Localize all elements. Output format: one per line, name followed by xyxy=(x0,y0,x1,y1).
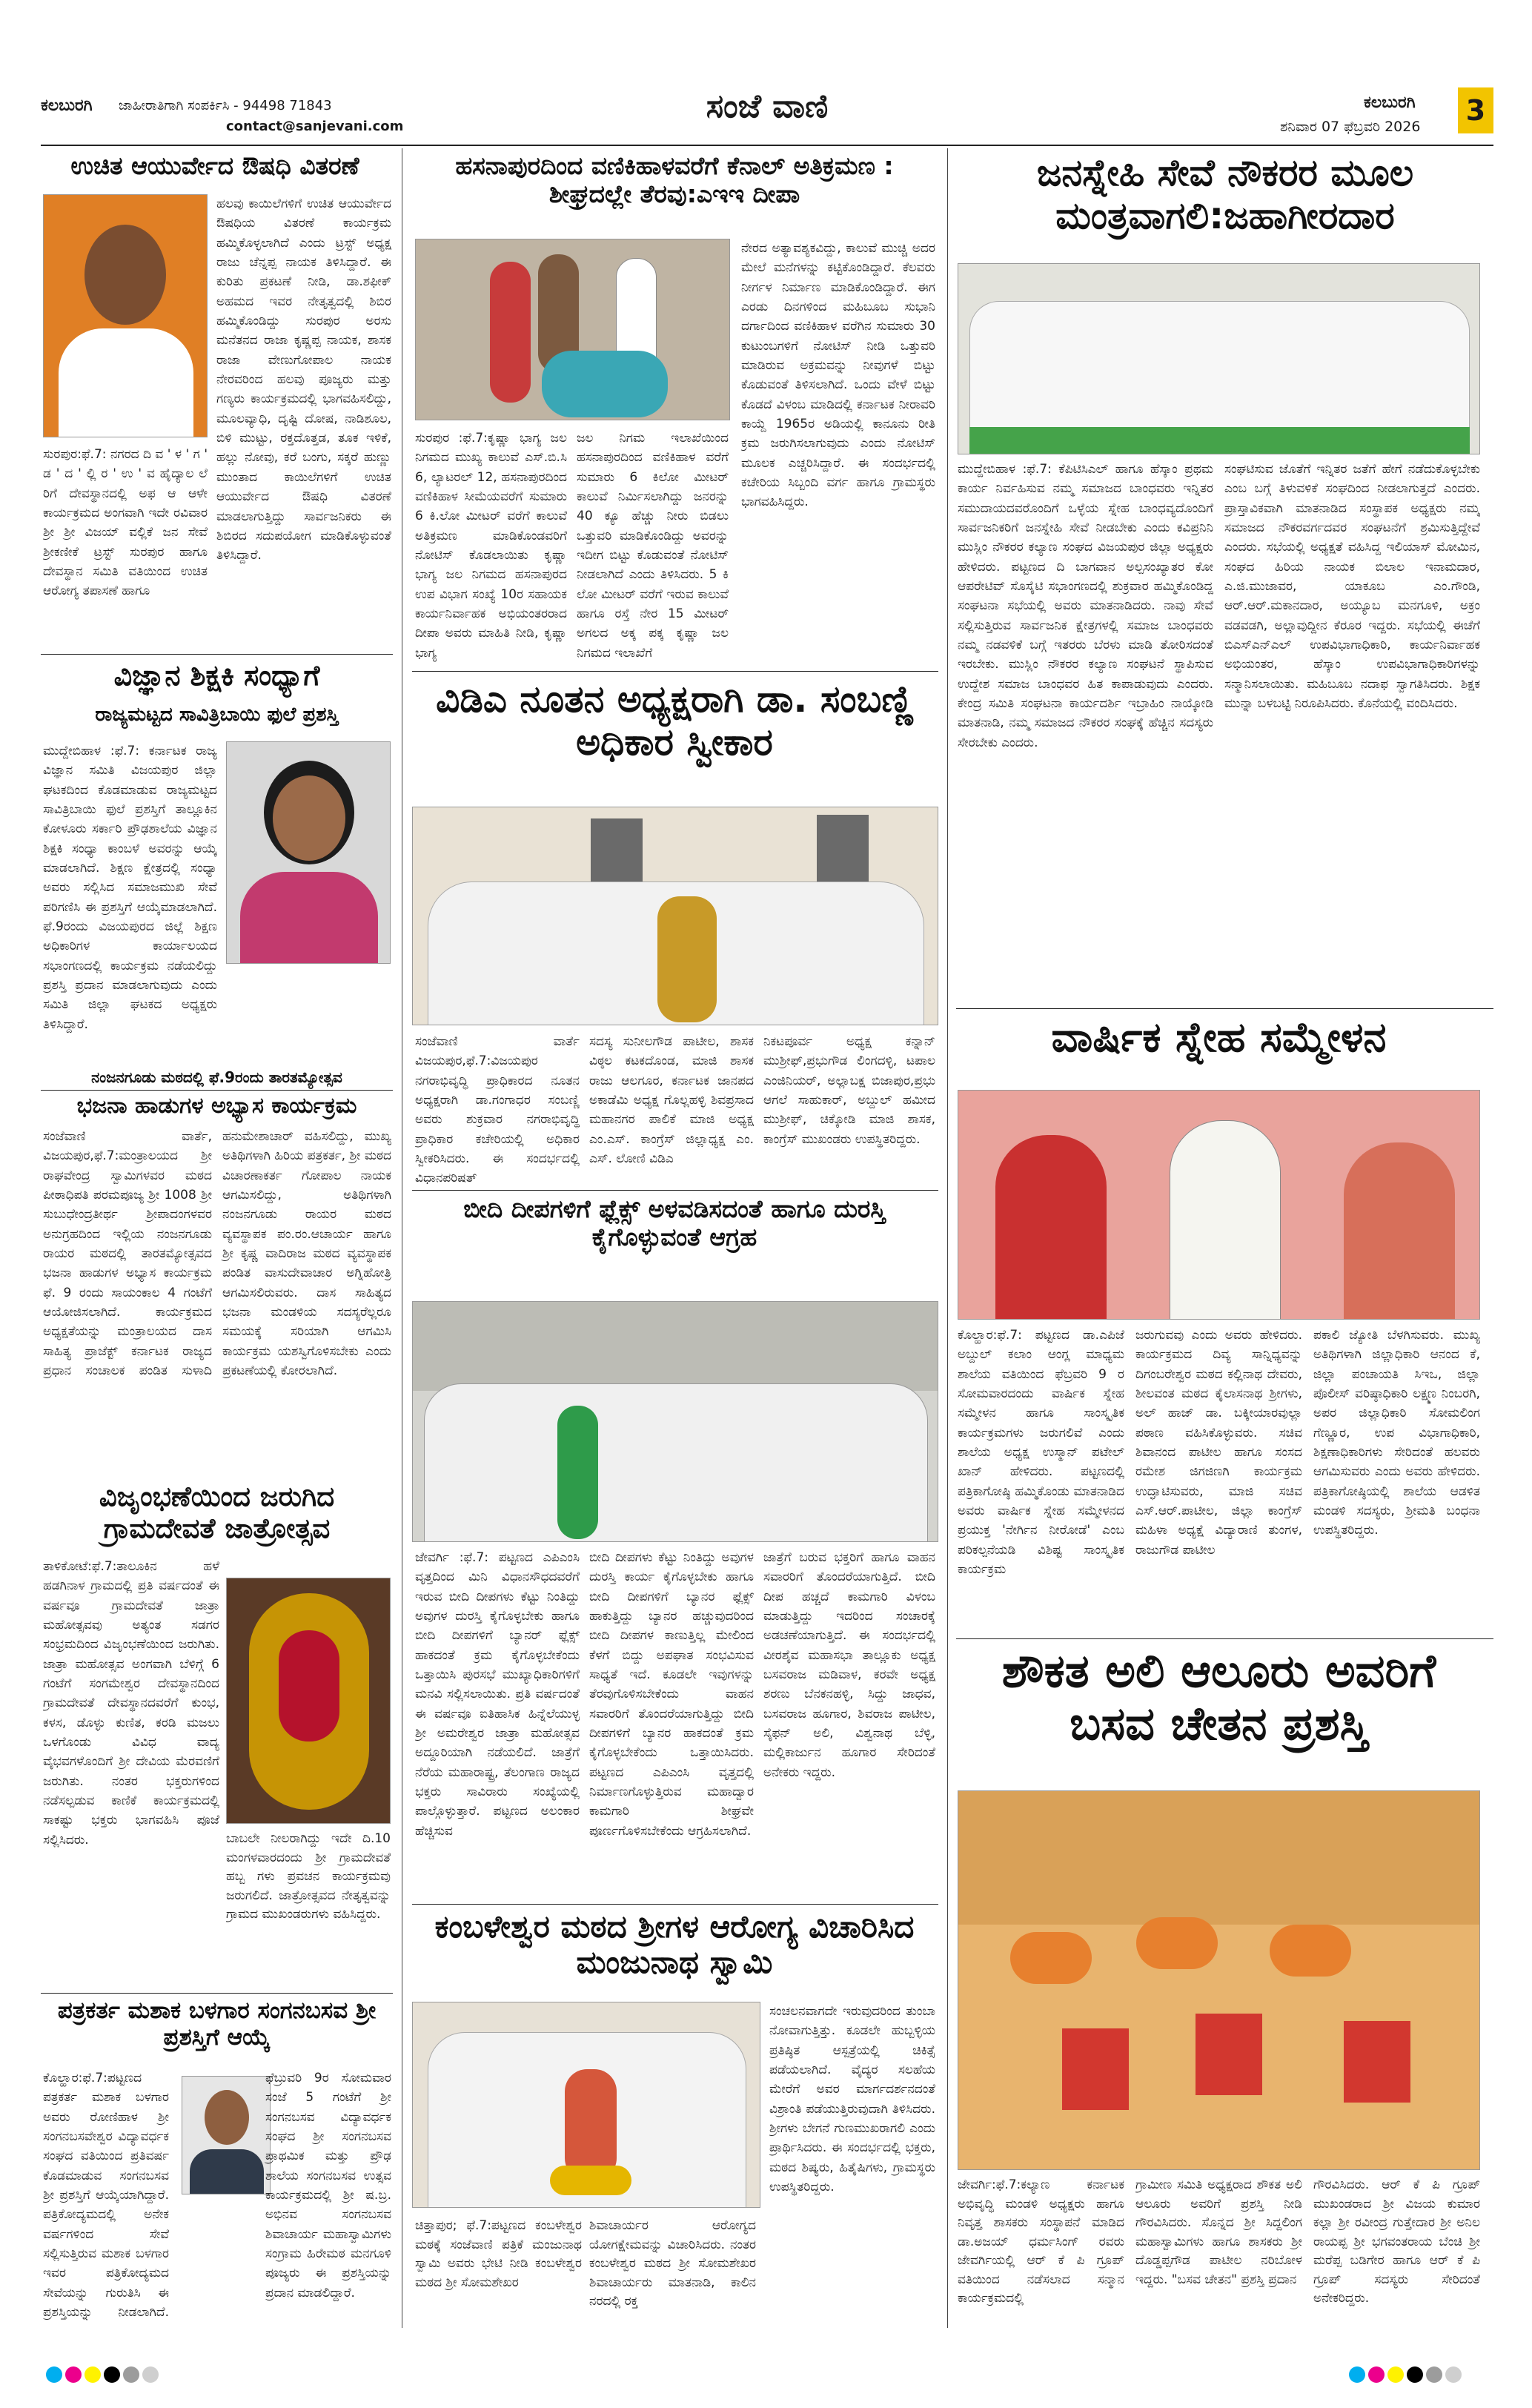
varshika-body-col2: ಜರುಗುವವು ಎಂದು ಅವರು ಹೇಳಿದರು. ಕಾರ್ಯಕ್ರಮದ ದಿವ್ಯ ಸಾನ್ನಿಧ್ಯವನ್ನು ದಿಗಂಬರೇಶ್ವರ ಮಠದ ಕಲ್ಲಿನಾಥ ದೇವರು, ಶೀಲವಂತ ಮಠದ ಕೈಲಾಸನಾಥ ಶ್ರೀಗಳು, ಅಲ್ ಹಾಜ್ ಡಾ. ಬಕ್ಕೀಯಾರವುಲ್ಲಾ ಪಠಾಣ ವಹಿಸಿಕೊಳ್ಳುವರು. ಸಚಿವ ಶಿವಾನಂದ ಪಾಟೀಲ ಹಾಗೂ ಸಂಸದ ರಮೇಶ ಜಿಗಜಿಣಗಿ ಕಾರ್ಯಕ್ರಮ ಉದ್ಘಾಟಿಸುವರು, ಮಾಜಿ ಸಚಿವ ಎಸ್.ಆರ್.ಪಾಟೀಲ, ಜಿಲ್ಲಾ ಕಾಂಗ್ರೆಸ್ ಮಹಿಳಾ ಅಧ್ಯಕ್ಷೆ ವಿದ್ಯಾರಾಣಿ ತುಂಗಳ, ರಾಜುಗೌಡ ಪಾಟೀಲ xyxy=(1135,1328,1302,1558)
person-icon xyxy=(1170,1120,1281,1320)
divider xyxy=(412,1904,938,1905)
swamiji-icon xyxy=(565,2069,617,2180)
divider xyxy=(956,1008,1493,1009)
building-icon xyxy=(413,1302,938,1391)
ayurveda-photo xyxy=(43,194,208,437)
canal-headline: ಹಸನಾಪುರದಿಂದ ವಣಿಕಿಹಾಳವರೆಗೆ ಕೆನಾಲ್ ಅತಿಕ್ರಮಣ : ಶೀಘ್ರದಲ್ಲೇ ತೆರವು:ಎಇಇ ದೀಪಾ xyxy=(455,151,894,208)
vijnana-subhead: ರಾಜ್ಯಮಟ್ಟದ ಸಾವಿತ್ರಿಬಾಯಿ ಫುಲೆ ಪ್ರಶಸ್ತಿ xyxy=(95,704,339,726)
idol-icon xyxy=(279,1630,339,1742)
varshika-headline: ವಾರ್ಷಿಕ ಸ್ನೇಹ ಸಮ್ಮೇಳನ xyxy=(1051,1013,1387,1062)
person-icon xyxy=(490,262,531,403)
crowd-icon xyxy=(424,1383,928,1542)
kambaleshwar-caption-col1: ಚಿತ್ತಾಪುರ; ಫೆ.7:ಪಟ್ಟಣದ ಕಂಬಳೇಶ್ವರ ಮಠಕ್ಕೆ ಸಂಜೆವಾಣಿ ಪತ್ರಿಕೆ ಮಂಜುನಾಥ ಸ್ವಾಮಿ ಅವರು ಭೇಟಿ ನೀಡಿ ಕಂಬಳೇಶ್ವರ ಮಠದ ಶ್ರೀ ಸೋಮಶೇಖರ xyxy=(415,2218,582,2290)
frame-icon xyxy=(817,815,869,882)
vdia-headline: ವಿಡಿಎ ನೂತನ ಅಧ್ಯಕ್ಷರಾಗಿ ಡಾ. ಸಂಬಣ್ಣಿ ಅಧಿಕಾರ ಸ್ವೀಕಾರ xyxy=(436,678,913,764)
shaukat-headline: ಶೌಕತ ಅಲಿ ಆಲೂರು ಅವರಿಗೆ ಬಸವ ಚೇತನ ಪ್ರಶಸ್ತಿ xyxy=(1001,1644,1436,1751)
divider xyxy=(412,1190,938,1191)
jatrotsava-headline: ವಿಜೃಂಭಣೆಯಿಂದ ಜರುಗಿದ ಗ್ರಾಮದೇವತೆ ಜಾತ್ರೋತ್ಸವ xyxy=(99,1481,335,1544)
chairs-icon xyxy=(969,427,1470,454)
canal-photo xyxy=(415,239,730,420)
person-icon xyxy=(557,1406,598,1539)
frame-icon xyxy=(591,818,643,882)
patrakarta-body: ಕೊಲ್ಹಾರ:ಫೆ.7:ಪಟ್ಟಣದ ಪತ್ರಕರ್ತ ಮಶಾಕ ಬಳಗಾರ ಅವರು ರೋಣಿಹಾಳ ಶ್ರೀ ಸಂಗನಬಸವೇಶ್ವರ ವಿದ್ಯಾವರ್ಧಕ ಸಂಘದ ವತಿಯಿಂದ ಪ್ರತಿವರ್ಷ ಕೊಡಮಾಡುವ ಸಂಗನಬಸವ ಶ್ರೀ ಪ್ರಶಸ್ತಿಗೆ ಆಯ್ಕೆಯಾಗಿದ್ದಾರೆ. ಪತ್ರಿಕೋದ್ಯಮದಲ್ಲಿ ಅನೇಕ ವರ್ಷಗಳಿಂದ ಸೇವೆ ಸಲ್ಲಿಸುತ್ತಿರುವ ಮಶಾಕ ಬಳಗಾರ ಇವರ ಪತ್ರಿಕೋದ್ಯಮದ ಸೇವೆಯನ್ನು ಗುರುತಿಸಿ ಈ ಪ್ರಶಸ್ತಿಯನ್ನು ನೀಡಲಾಗಿದೆ. ಫೆಬ್ರುವರಿ 9ರ ಸೋಮವಾರ ಸಂಜೆ 5 ಗಂಟೆಗೆ ಶ್ರೀ ಸಂಗನಬಸವ ವಿದ್ಯಾವರ್ಧಕ ಸಂಘದ ಶ್ರೀ ಸಂಗನಬಸವ ಪ್ರಾಥಮಿಕ ಮತ್ತು ಪ್ರೌಢ ಶಾಲೆಯ ಸಂಗನಬಸವ ಉತ್ಸವ ಕಾರ್ಯಕ್ರಮದಲ್ಲಿ ಶ್ರೀ ಷ.ಬ್ರ. ಅಭಿನವ ಸಂಗನಬಸವ ಶಿವಾಚಾರ್ಯ ಮಹಾಸ್ವಾಮಿಗಳು ಸಂಗ್ರಾಮ ಹಿರೇಮಠ ಮನಗೂಳಿ ಪೂಜ್ಯರು ಈ ಪ್ರಶಸ್ತಿಯನ್ನು ಪ್ರದಾನ ಮಾಡಲಿದ್ದಾರೆ. xyxy=(43,2071,391,2321)
varshika-body-col3: ಪಕಾಲಿ ಜ್ಯೋತಿ ಬೆಳಗಿಸುವರು. ಮುಖ್ಯ ಅತಿಥಿಗಳಾಗಿ ಜಿಲ್ಲಾಧಿಕಾರಿ ಆನಂದ ಕೆ, ಜಿಲ್ಲಾ ಪಂಚಾಯತಿ ಸಿಇಒ, ಜಿಲ್ಲಾ ಪೊಲೀಸ್ ವರಿಷ್ಠಾಧಿಕಾರಿ ಲಕ್ಷ್ಮಣ ನಿಂಬರಗಿ, ಅಪರ ಜಿಲ್ಲಾಧಿಕಾರಿ ಸೋಮಲಿಂಗ ಗೆಣ್ಣೂರ, ಉಪ ವಿಭಾಗಾಧಿಕಾರಿ, ಶಿಕ್ಷಣಾಧಿಕಾರಿಗಳು ಸೇರಿದಂತೆ ಹಲವರು ಆಗಮಿಸುವರು ಎಂದು ಅವರು ಹೇಳಿದರು. ಪತ್ರಿಕಾಗೋಷ್ಠಿಯಲ್ಲಿ ಶಾಲೆಯ ಆಡಳಿತ ಮಂಡಳಿ ಸದಸ್ಯರು, ಶ್ರೀಮತಿ ಬಂಧನಾ ಉಪಸ್ಥಿತರಿದ್ದರು. xyxy=(1313,1328,1480,1538)
varshika-body-col1: ಕೊಲ್ಹಾರ:ಫೆ.7: ಪಟ್ಟಣದ ಡಾ.ಎಪಿಜೆ ಅಬ್ದುಲ್ ಕಲಾಂ ಆಂಗ್ಲ ಮಾಧ್ಯಮ ಶಾಲೆಯ ವತಿಯಿಂದ ಫೆಬ್ರವರಿ 9 ರ ಸೋಮವಾರದಂದು ವಾರ್ಷಿಕ ಸ್ನೇಹ ಸಮ್ಮೇಳನ ಹಾಗೂ ಸಾಂಸ್ಕೃತಿಕ ಕಾರ್ಯಕ್ರಮಗಳು ಜರುಗಲಿವೆ ಎಂದು ಶಾಲೆಯ ಅಧ್ಯಕ್ಷ ಉಸ್ಮಾನ್ ಪಟೇಲ್ ಖಾನ್ ಹೇಳಿದರು. ಪಟ್ಟಣದಲ್ಲಿ ಪತ್ರಿಕಾಗೋಷ್ಠಿ ಹಮ್ಮಿಕೊಂಡು ಮಾತನಾಡಿದ ಅವರು ವಾರ್ಷಿಕ ಸ್ನೇಹ ಸಮ್ಮೇಳನದ ಪ್ರಯುಕ್ತ 'ನೇರ್ಗಿನ ನೀರೋಡೆ' ಎಂಬ ಪರಿಕಲ್ಪನೆಯಡಿ ವಿಶಿಷ್ಟ ಸಾಂಸ್ಕೃತಿಕ ಕಾರ್ಯಕ್ರಮ xyxy=(958,1328,1124,1578)
cmyk-marks-left xyxy=(46,2366,179,2386)
divider xyxy=(41,654,393,655)
vdia-photo xyxy=(412,807,938,1025)
canal-body-col2: ಜಲ ನಿಗಮ ಇಲಾಖೆಯಿಂದ ಹಸನಾಪುರದಿಂದ ವಣಿಕಿಹಾಳ ವರೆಗೆ ಸುಮಾರು 6 ಕಿಲೋ ಮೀಟರ್ ಕಾಲುವೆ ನಿರ್ಮಿಸಲಾಗಿದ್ದು ಜನರನ್ನು 40 ಕ್ಯೂ ಹೆಚ್ಚು ನೀರು ಬಿಡಲು ಒತ್ತುವರಿ ಮಾಡಿಕೊಂಡಿದ್ದು ಅವರನ್ನು ಇದೀಗ ಬಿಟ್ಟು ಕೊಡುವಂತೆ ನೋಟಿಸ್ ನೀಡಲಾಗಿದೆ ಎಂದು ತಿಳಿಸಿದರು. 5 ಕಿ ಲೋ ಮೀಟರ್ ವರೆಗೆ ಇರುವ ಕಾಲುವೆ ಹಾಗೂ ರಸ್ತೆ ನೇರ 15 ಮೀಟರ್ ಅಗಲದ ಅಕ್ಕ ಪಕ್ಕ ಕೃಷ್ಣಾ ಜಲ ನಿಗಮದ ಇಲಾಖೆಗೆ xyxy=(577,431,729,661)
turban-icon xyxy=(1010,1932,1092,1984)
cyan-dot-icon xyxy=(1349,2366,1365,2383)
masthead xyxy=(41,87,1493,143)
divider xyxy=(412,671,938,672)
yellow-dot-icon xyxy=(84,2366,101,2383)
shaukat-caption-col1: ಜೇವರ್ಗಿ:ಫೆ.7:ಕಲ್ಯಾಣ ಕರ್ನಾಟಕ ಅಭಿವೃದ್ಧಿ ಮಂಡಳಿ ಅಧ್ಯಕ್ಷರು ಹಾಗೂ ನಿವೃತ್ತ ಶಾಸಕರು ಸಂಸ್ಥಾಪನೆ ಮಾಡಿದ ಡಾ.ಅಜಯ್ ಧರ್ಮಸಿಂಗ್ ರವರು ಜೇವರ್ಗಿಯಲ್ಲಿ ಆರ್ ಕೆ ಪಿ ಗ್ರೂಪ್ ವತಿಯಿಂದ ನಡೆಸಲಾದ ಸನ್ಮಾನ ಕಾರ್ಯಕ್ರಮದಲ್ಲಿ xyxy=(958,2177,1124,2306)
newspaper-logo xyxy=(656,87,878,139)
bhajana-body: ಸಂಜೆವಾಣಿ ವಾರ್ತೆ, ವಿಜಯಪುರ,ಫೆ.7:ಮಂತ್ರಾಲಯದ ಶ್ರೀ ರಾಘವೇಂದ್ರ ಸ್ವಾಮಿಗಳವರ ಮಠದ ಪೀಠಾಧಿಪತಿ ಪರಮಪೂಜ್ಯ ಶ್ರೀ 1008 ಶ್ರೀ ಸುಬುಧೇಂದ್ರತೀರ್ಥ ಶ್ರೀಪಾದಂಗಳವರ ಅನುಗ್ರಹದಿಂದ ಇಲ್ಲಿಯ ನಂಜನಗೂಡು ರಾಯರ ಮಠದಲ್ಲಿ ತಾರತಮ್ಯೋತ್ಸವದ ಭಜನಾ ಹಾಡುಗಳ ಅಭ್ಯಾಸ ಕಾರ್ಯಕ್ರಮ ಫೆ. 9 ರಂದು ಸಾಯಂಕಾಲ 4 ಗಂಟೆಗೆ ಆಯೋಜಿಸಲಾಗಿದೆ. ಕಾರ್ಯಕ್ರಮದ ಅಧ್ಯಕ್ಷತೆಯನ್ನು ಮಂತ್ರಾಲಯದ ದಾಸ ಸಾಹಿತ್ಯ ಪ್ರಾಜೆಕ್ಟ್ ಕರ್ನಾಟಕ ರಾಜ್ಯದ ಪ್ರಧಾನ ಸಂಚಾಲಕ ಪಂಡಿತ ಸುಳಾದಿ ಹನುಮೇಶಾಚಾರ್ ವಹಿಸಲಿದ್ದು, ಮುಖ್ಯ ಅತಿಥಿಗಳಾಗಿ ಹಿರಿಯ ಪತ್ರಕರ್ತ, ಶ್ರೀ ಮಠದ ವಿಚಾರಣಾಕರ್ತ ಗೋಪಾಲ ನಾಯಕ ಆಗಮಿಸಲಿದ್ದು, ಅತಿಥಿಗಳಾಗಿ ನಂಜನಗೂಡು ರಾಯರ ಮಠದ ವ್ಯವಸ್ಥಾಪಕ ಪಂ.ರಂ.ಆಚಾರ್ಯ ಹಾಗೂ ಶ್ರೀ ಕೃಷ್ಣ ವಾದಿರಾಜ ಮಠದ ವ್ಯವಸ್ಥಾಪಕ ಪಂಡಿತ ವಾಸುದೇವಾಚಾರ ಅಗ್ನಿಹೋತ್ರಿ ಆಗಮಿಸಲಿರುವರು. ದಾಸ ಸಾಹಿತ್ಯದ ಭಜನಾ ಮಂಡಳಿಯ ಸದಸ್ಯರೆಲ್ಲರೂ ಸಮಯಕ್ಕೆ ಸರಿಯಾಗಿ ಆಗಮಿಸಿ ಕಾರ್ಯಕ್ರಮ ಯಶಸ್ವಿಗೊಳಿಸಬೇಕು ಎಂದು ಪ್ರಕಟಣೆಯಲ್ಲಿ ಕೋರಲಾಗಿದೆ. xyxy=(43,1129,391,1379)
flex-headline: ಬೀದಿ ದೀಪಗಳಿಗೆ ಫ್ಲೆಕ್ಸ್ ಅಳವಡಿಸದಂತೆ ಹಾಗೂ ದುರಸ್ತಿ ಕೈಗೊಳ್ಳುವಂತೆ ಆಗ್ರಹ xyxy=(463,1194,886,1251)
shaukat-caption-col3: ಗೌರವಿಸಿದರು. ಆರ್ ಕೆ ಪಿ ಗ್ರೂಪ್ ಮುಖಂಡರಾದ ಶ್ರೀ ವಿಜಯ ಕುಮಾರ ಕಲ್ಲಾ ಶ್ರೀ ರವೀಂದ್ರ ಗುತ್ತೇದಾರ ಶ್ರೀ ಅನಿಲ ರಾಯಪ್ಪ ಶ್ರೀ ಭಗವಂತರಾಯ ಬೆಂಚಿ ಶ್ರೀ ಮರೆಪ್ಪ ಬಡಿಗೇರ ಹಾಗೂ ಆರ್ ಕೆ ಪಿ ಗ್ರೂಪ್ ಸದಸ್ಯರು ಸೇರಿದಂತೆ ಅನೇಕರಿದ್ದರು. xyxy=(1313,2177,1480,2306)
patrakarta-headline: ಪತ್ರಕರ್ತ ಮಶಾಕ ಬಳಗಾರ ಸಂಗನಬಸವ ಶ್ರೀ ಪ್ರಶಸ್ತಿಗೆ ಆಯ್ಕೆ xyxy=(57,1997,377,2051)
kambaleshwar-caption-col3 xyxy=(769,2217,935,2328)
portrait-saree-icon xyxy=(240,872,378,964)
jatrotsava-body: ತಾಳಿಕೋಟೆ:ಫೆ.7:ತಾಲೂಕಿನ ಹಳೆ ಹಡಗಿನಾಳ ಗ್ರಾಮದಲ್ಲಿ ಪ್ರತಿ ವರ್ಷದಂತೆ ಈ ವರ್ಷವೂ ಗ್ರಾಮದೇವತೆ ಜಾತ್ರಾ ಮಹೋತ್ಸವವು ಅತ್ಯಂತ ಸಡಗರ ಸಂಭ್ರಮದಿಂದ ವಿಜೃಂಭಣೆಯಿಂದ ಜರುಗಿತು. ಜಾತ್ರಾ ಮಹೋತ್ಸವ ಅಂಗವಾಗಿ ಬೆಳಿಗ್ಗೆ 6 ಗಂಟೆಗೆ ಸಂಗಮೇಶ್ವರ ದೇವಸ್ಥಾನದಿಂದ ಗ್ರಾಮದೇವತೆ ದೇವಸ್ಥಾನದವರೆಗೆ ಕುಂಭ, ಕಳಸ, ಡೊಳ್ಳು ಕುಣಿತ, ಕರಡಿ ಮಜಲು ಒಳಗೊಂಡು ವಿವಿಧ ವಾದ್ಯ ವೈಭವಗಳೊಂದಿಗೆ ಶ್ರೀ ದೇವಿಯ ಮೆರವಣಿಗೆ ಜರುಗಿತು. ನಂತರ ಭಕ್ತರುಗಳಿಂದ ನಡೆಸಲ್ಪಡುವ ಕಾಣಿಕೆ ಕಾರ್ಯಕ್ರಮದಲ್ಲಿ ಸಾಕಷ್ಟು ಭಕ್ತರು ಭಾಗವಹಿಸಿ ಪೂಜೆ ಸಲ್ಲಿಸಿದರು. xyxy=(43,1559,219,1848)
canal-body-right: ನೇರದ ಅತ್ಯಾವಶ್ಯಕವಿದ್ದು, ಕಾಲುವೆ ಮುಚ್ಚಿ ಅದರ ಮೇಲೆ ಮನೆಗಳನ್ನು ಕಟ್ಟಿಕೊಂಡಿದ್ದಾರೆ. ಕೆಲವರು ನೀರ್ಗಳ ನಿರ್ಮಾಣ ಮಾಡಿಕೊಂಡಿದ್ದಾರೆ. ಈಗ ಎರಡು ದಿನಗಳಿಂದ ಮಹಿಬೂಬ ಸುಭಾನಿ ದರ್ಗಾದಿಂದ ವಣಿಕಿಹಾಳ ವರೆಗಿನ ಸುಮಾರು 30 ಕುಟುಂಬಗಳಿಗೆ ನೋಟಿಸ್ ನೀಡಿ ಒತ್ತುವರಿ ಮಾಡಿರುವ ಅಕ್ರಮವನ್ನು ನೀವುಗಳೆ ಬಿಟ್ಟು ಕೊಡುವಂತೆ ತಿಳಿಸಲಾಗಿದೆ. ಒಂದು ವೇಳೆ ಬಿಟ್ಟು ಕೊಡದೆ ವಿಳಂಬ ಮಾಡಿದಲ್ಲಿ ಕರ್ನಾಟಕ ನೀರಾವರಿ ಕಾಯ್ದೆ 1965ರ ಅಡಿಯಲ್ಲಿ ಕಾನೂನು ರೀತಿ ಕ್ರಮ ಜರುಗಿಸಲಾಗುವುದು ಎಂದು ನೋಟಿಸ್ ಮೂಲಕ ಎಚ್ಚರಿಸಿದ್ದಾರೆ. ಈ ಸಂದರ್ಭದಲ್ಲಿ ಕಚೇರಿಯ ಸಿಬ್ಬಂದಿ ವರ್ಗ ಹಾಗೂ ಗ್ರಾಮಸ್ಥರು ಭಾಗವಹಿಸಿದ್ದರು. xyxy=(741,241,935,510)
ayurveda-headline: ಉಚಿತ ಆಯುರ್ವೇದ ಔಷಧಿ ವಿತರಣೆ xyxy=(70,151,359,180)
varshika-photo xyxy=(958,1090,1480,1320)
flower-icon xyxy=(550,2166,631,2195)
janasnehi-body-col1: ಮುದ್ದೇಬಿಹಾಳ :ಫೆ.7: ಕೆಪಿಟಿಸಿಎಲ್ ಹಾಗೂ ಹೆಸ್ಕಾಂ ಪ್ರಥಮ ಕಾರ್ಯ ನಿರ್ವಹಿಸುವ ನಮ್ಮ ಸಮಾಜದ ಬಾಂಧವರು ಇನ್ನಿತರ ಸಮುದಾಯದವರೊಂದಿಗೆ ಒಳ್ಳೆಯ ಸ್ನೇಹ ಬಾಂಧವ್ಯದೊಂದಿಗೆ ಸಾರ್ವಜನಿಕರಿಗೆ ಜನಸ್ನೇಹಿ ಸೇವೆ ನೀಡಬೇಕು ಎಂದು ಕವಿಪ್ರನಿನಿ ಮುಸ್ಲಿಂ ನೌಕರರ ಕಲ್ಯಾಣ ಸಂಘದ ವಿಜಯಪುರ ಜಿಲ್ಲಾ ಅಧ್ಯಕ್ಷರು ಹೇಳಿದರು. ಪಟ್ಟಣದ ದಿ ಬಾಗವಾನ ಅಲ್ಪಸಂಖ್ಯಾತರ ಕೋ ಆಪರೇಟಿವ್ ಸೊಸೈಟಿ ಸಭಾಂಗಣದಲ್ಲಿ ಶುಕ್ರವಾರ ಹಮ್ಮಿಕೊಂಡಿದ್ದ ಸಂಘಟನಾ ಸಭೆಯಲ್ಲಿ ಅವರು ಮಾತನಾಡಿದರು. ನಾವು ಸೇವೆ ಸಲ್ಲಿಸುತ್ತಿರುವ ಸಾರ್ವಜನಿಕ ಕ್ಷೇತ್ರಗಳಲ್ಲಿ ಸಮಾಜ ಬಾಂಧವರು ನಮ್ಮ ನಡವಳಿಕೆ ಬಗ್ಗೆ ಇತರರು ಬೆರಳು ಮಾಡಿ ತೋರಿಸದಂತೆ ಇರಬೇಕು. ಮುಸ್ಲಿಂ ನೌಕರರ ಕಲ್ಯಾಣ ಸಂಘಟನೆ ಸ್ಥಾಪಿಸುವ ಉದ್ದೇಶ ಸಮಾಜ ಬಾಂಧವರ ಹಿತ ಕಾಪಾಡುವುದು ಎಂದರು. ಕೇಂದ್ರ ಸಮಿತಿ ಸಂಘಟನಾ ಕಾರ್ಯದರ್ಶಿ ಇಬ್ರಾಹಿಂ ನಾಯ್ಕೋಡಿ ಮಾತನಾಡಿ, ನಮ್ಮ ಸಮಾಜದ ನೌಕರರ ಸಂಘಕ್ಕೆ ಹೆಚ್ಚಿನ ಸದಸ್ಯರು ಸೇರಬೇಕು ಎಂದರು. xyxy=(958,462,1213,750)
janasnehi-headline: ಜನಸ್ನೇಹಿ ಸೇವೆ ನೌಕರರ ಮೂಲ ಮಂತ್ರವಾಗಲಿ:ಜಹಾಗೀರದಾರ xyxy=(1036,151,1414,237)
masthead-ad-note: ಜಾಹೀರಾತಿಗಾಗಿ ಸಂಪರ್ಕಿಸಿ - 94498 71843 xyxy=(119,98,332,113)
gray-dot-icon xyxy=(1426,2366,1442,2383)
magenta-dot-icon xyxy=(65,2366,82,2383)
kambaleshwar-caption-col2: ಶಿವಾಚಾರ್ಯರ ಆರೋಗ್ಯದ ಯೋಗಕ್ಷೇಮವನ್ನು ವಿಚಾರಿಸಿದರು. ನಂತರ ಕಂಬಳೇಶ್ವರ ಮಠದ ಶ್ರೀ ಸೋಮಶೇಖರ ಶಿವಾಚಾರ್ಯರು ಮಾತನಾಡಿ, ಕಾಲಿನ ನರದಲ್ಲಿ ರಕ್ತ xyxy=(589,2218,756,2309)
yellow-dot-icon xyxy=(1387,2366,1404,2383)
gray-dot-icon xyxy=(123,2366,139,2383)
cyan-dot-icon xyxy=(46,2366,62,2383)
portrait-head-icon xyxy=(84,225,166,325)
masthead-left-city: ಕಲಬುರಗಿ xyxy=(41,96,93,115)
divider xyxy=(41,1090,393,1091)
masthead-email: contact@sanjevani.com xyxy=(226,119,404,134)
column-rule xyxy=(947,148,948,2328)
lightgray-dot-icon xyxy=(142,2366,159,2383)
flex-photo xyxy=(412,1301,938,1542)
flex-body-col3: ಜಾತ್ರೆಗೆ ಬರುವ ಭಕ್ತರಿಗೆ ಹಾಗೂ ವಾಹನ ಸವಾರರಿಗೆ ತೊಂದರೆಯಾಗುತ್ತಿದೆ. ಬೀದಿ ದೀಪ ಹಚ್ಚದೆ ಕಾಮಗಾರಿ ವಿಳಂಬ ಮಾಡುತ್ತಿದ್ದು ಇದರಿಂದ ಸಂಚಾರಕ್ಕೆ ಅಡಚಣೆಯಾಗುತ್ತಿದೆ. ಈ ಸಂದರ್ಭದಲ್ಲಿ ವೀರಶೈವ ಮಹಾಸಭಾ ತಾಲ್ಲೂಕು ಅಧ್ಯಕ್ಷ ಬಸವರಾಜ ಮಡಿವಾಳ, ಕರವೇ ಅಧ್ಯಕ್ಷ ಶರಣು ಬೆನಕನಹಳ್ಳಿ, ಸಿದ್ದು ಜಾಧವ, ಬಸವರಾಜ ಹೂಗಾರ, ಶಿವರಾಜ ಪಾಟೀಲ, ಸೈಫನ್ ಅಲಿ, ವಿಶ್ವನಾಥ ಬೆಳ್ಳಿ, ಮಲ್ಲಿಕಾರ್ಜುನ ಹೂಗಾರ ಸೇರಿದಂತೆ ಅನೇಕರು ಇದ್ದರು. xyxy=(763,1550,935,1780)
vdia-body-col3: ನಿಕಟಪೂರ್ವ ಅಧ್ಯಕ್ಷ ಕನ್ನಾನ್ ಮುಶ್ರೀಫ್,ಪ್ರಭುಗೌಡ ಲಿಂಗದಳ್ಳಿ, ಟಪಾಲ ಎಂಜಿನಿಯರ್, ಅಲ್ಲಾಬಕ್ಷ ಬಿಜಾಪುರ,ಪ್ರಭು ಆಗಲೆ ಸಾಹುಕಾರ್, ಅಬ್ದುಲ್ ಹಮೀದ ಮುಶ್ರೀಫ್, ಚಿಕ್ಕೋಡಿ ಮಾಜಿ ಶಾಸಕ, ಕಾಂಗ್ರೆಸ್ ಮುಖಂಡರು ಉಪಸ್ಥಿತರಿದ್ದರು. xyxy=(763,1034,935,1147)
page-number: 3 xyxy=(1458,87,1493,133)
jatrotsava-caption: ಬಾಬಲೇ ನೀಲರಾಗಿದ್ದು ಇದೇ ದಿ.10 ಮಂಗಳವಾರದಂದು ಶ್ರೀ ಗ್ರಾಮದೇವತೆ ಹಬ್ಬ ಗಳು ಪ್ರವಚನ ಕಾರ್ಯಕ್ರಮವು ಜರುಗಲಿದೆ. ಜಾತ್ರೋತ್ಸವದ ನೇತೃತ್ವವನ್ನು ಗ್ರಾಮದ ಮುಖಂಡರುಗಳು ವಹಿಸಿದ್ದರು. xyxy=(226,1831,391,1922)
kambaleshwar-headline: ಕಂಬಳೇಶ್ವರ ಮಠದ ಶ್ರೀಗಳ ಆರೋಗ್ಯ ವಿಚಾರಿಸಿದ ಮಂಜುನಾಥ ಸ್ವಾಮಿ xyxy=(434,1908,915,1981)
flex-body-col1: ಜೇವರ್ಗಿ :ಫೆ.7: ಪಟ್ಟಣದ ಎಪಿಎಂಸಿ ವೃತ್ತದಿಂದ ಮಿನಿ ವಿಧಾನಸೌಧದವರೆಗೆ ಇರುವ ಬೀದಿ ದೀಪಗಳು ಕೆಟ್ಟು ನಿಂತಿದ್ದು ಅವುಗಳ ದುರಸ್ತಿ ಕೈಗೊಳ್ಳಬೇಕು ಹಾಗೂ ಬೀದಿ ದೀಪಗಳಿಗೆ ಬ್ಯಾನರ್ ಫ್ಲೆಕ್ಸ್ ಹಾಕದಂತೆ ಕ್ರಮ ಕೈಗೊಳ್ಳಬೇಕೆಂದು ಒತ್ತಾಯಿಸಿ ಪುರಸಭೆ ಮುಖ್ಯಾಧಿಕಾರಿಗಳಿಗೆ ಮನವಿ ಸಲ್ಲಿಸಲಾಯಿತು. ಪ್ರತಿ ವರ್ಷದಂತೆ ಈ ವರ್ಷವೂ ಐತಿಹಾಸಿಕ ಹಿನ್ನೆಲೆಯುಳ್ಳ ಶ್ರೀ ಅಮರೇಶ್ವರ ಜಾತ್ರಾ ಮಹೋತ್ಸವ ಅದ್ದೂರಿಯಾಗಿ ನಡೆಯಲಿದೆ. ಜಾತ್ರೆಗೆ ನೆರೆಯ ಮಹಾರಾಷ್ಟ್ರ, ತೆಲಂಗಾಣ ರಾಜ್ಯದ ಭಕ್ತರು ಸಾವಿರಾರು ಸಂಖ್ಯೆಯಲ್ಲಿ ಪಾಲ್ಗೊಳ್ಳುತ್ತಾರೆ. ಪಟ್ಟಣದ ಅಲಂಕಾರ ಹೆಚ್ಚಿಸುವ xyxy=(415,1550,580,1839)
person-icon xyxy=(995,1135,1107,1320)
certificate-icon xyxy=(1062,2028,1129,2110)
janasnehi-body-col2: ಸಂಘಟಿಸುವ ಜೊತೆಗೆ ಇನ್ನಿತರ ಜತೆಗೆ ಹೇಗೆ ನಡೆದುಕೊಳ್ಳಬೇಕು ಎಂಬ ಬಗ್ಗೆ ತಿಳುವಳಿಕೆ ಸಂಘದಿಂದ ನೀಡಲಾಗುತ್ತದೆ ಎಂದರು. ಪ್ರಾಸ್ತಾವಿಕವಾಗಿ ಮಾತನಾಡಿದ ಸಂಸ್ಥಾಪಕ ಅಧ್ಯಕ್ಷರು ನಮ್ಮ ಸಮಾಜದ ನೌಕರವರ್ಗದವರ ಸಂಘಟನೆಗೆ ಶ್ರಮಿಸುತ್ತಿದ್ದೇವೆ ಎಂದರು. ಸಭೆಯಲ್ಲಿ ಅಧ್ಯಕ್ಷತೆ ವಹಿಸಿದ್ದ ಇಲಿಯಾಸ್ ಮೋಮಿನ, ಸಂಘದ ಹಿರಿಯ ನಾಯಕ ಬಿಲಾಲ ಇನಾಮದಾರ, ಎ.ಜಿ.ಮುಜಾವರ, ಯಾಕೂಬ ಎಂ.ಗೌಂಡಿ, ಆರ್.ಆರ್.ಮಕಾನದಾರ, ಅಯ್ಯೂಬ ಮನಗೂಳಿ, ಅಕ್ರಂ ವಡವಡಗಿ, ಅಲ್ಲಾವುದ್ದೀನ ಕೆರೂರ ಇದ್ದರು. ಸಭೆಯಲ್ಲಿ ಈಚೆಗೆ ಬಿಎಸ್‌ಎನ್‌ಎಲ್ ಉಪವಿಭಾಗಾಧಿಕಾರಿ, ಕಾರ್ಯನಿರ್ವಾಹಕ ಅಭಿಯಂತರ, ಹೆಸ್ಕಾಂ ಉಪವಿಭಾಗಾಧಿಕಾರಿಗಳನ್ನು ಸನ್ಮಾನಿಸಲಾಯಿತು. ಮಹಿಬೂಬ ನದಾಫ ಸ್ವಾಗತಿಸಿದರು. ಶಿಕ್ಷಕ ಮುನ್ನಾ ಬಳಬಟ್ಟಿ ನಿರೂಪಿಸಿದರು. ಕೊನೆಯಲ್ಲಿ ವಂದಿಸಿದರು. xyxy=(1224,462,1480,712)
vijnana-photo xyxy=(226,741,391,964)
bhajana-headline: ಭಜನಾ ಹಾಡುಗಳ ಅಭ್ಯಾಸ ಕಾರ್ಯಕ್ರಮ xyxy=(76,1093,357,1119)
masthead-rule xyxy=(41,145,1493,146)
divider xyxy=(41,1993,393,1994)
black-dot-icon xyxy=(1407,2366,1423,2383)
scooter-icon xyxy=(542,351,668,417)
masthead-date: ಶನಿವಾರ 07 ಫೆಬ್ರವರಿ 2026 xyxy=(1280,119,1421,135)
vijnana-headline: ವಿಜ್ಞಾನ ಶಿಕ್ಷಕಿ ಸಂಧ್ಯಾಗೆ xyxy=(113,659,320,692)
person-icon xyxy=(1344,1142,1455,1320)
kambaleshwar-body-right: ಸಂಚಲನವಾಗದೇ ಇರುವುದರಿಂದ ತುಂಬಾ ನೋವಾಗುತ್ತಿತ್ತು. ಕೂಡಲೇ ಹುಬ್ಬಳ್ಳಿಯ ಪ್ರತಿಷ್ಠಿತ ಆಸ್ಪತ್ರೆಯಲ್ಲಿ ಚಿಕಿತ್ಸೆ ಪಡೆಯಲಾಗಿದೆ. ವೈದ್ಯರ ಸಲಹೆಯ ಮೇರೆಗೆ ಅವರ ಮಾರ್ಗದರ್ಶನದಂತೆ ವಿಶ್ರಾಂತಿ ಪಡೆಯುತ್ತಿರುವುದಾಗಿ ತಿಳಿಸಿದರು. ಶ್ರೀಗಳು ಬೇಗನೆ ಗುಣಮುಖರಾಗಲಿ ಎಂದು ಪ್ರಾರ್ಥಿಸಿದರು. ಈ ಸಂದರ್ಭದಲ್ಲಿ ಭಕ್ತರು, ಮಠದ ಶಿಷ್ಯರು, ಹಿತೈಷಿಗಳು, ಗ್ರಾಮಸ್ಥರು ಉಪಸ್ಥಿತರಿದ್ದರು. xyxy=(769,2004,935,2195)
jatrotsava-photo xyxy=(226,1578,391,1824)
divider xyxy=(956,1638,1493,1639)
certificate-icon xyxy=(1344,2021,1410,2103)
vdia-body-col2: ಸದಸ್ಯ ಸುನೀಲಗೌಡ ಪಾಟೀಲ, ಶಾಸಕ ವಿಠ್ಠಲ ಕಟಕದೊಂಡ, ಮಾಜಿ ಶಾಸಕ ರಾಜು ಆಲಗೂರ, ಕರ್ನಾಟಕ ಜಾನಪದ ಅಕಾಡೆಮಿ ಅಧ್ಯಕ್ಷ ಗೊಲ್ಲಹಳ್ಳಿ ಶಿವಪ್ರಸಾದ ಮಹಾನಗರ ಪಾಲಿಕೆ ಮಾಜಿ ಅಧ್ಯಕ್ಷ ಎಂ.ಎಸ್. ಕಾಂಗ್ರೆಸ್ ಜಿಲ್ಲಾಧ್ಯಕ್ಷ ಎಂ. ಎಸ್. ಲೋಣಿ ವಿಡಿಎ xyxy=(589,1034,754,1167)
kambaleshwar-photo xyxy=(412,2002,760,2208)
ayurveda-body-bottom: ಸುರಪುರ:ಫೆ.7: ನಗರದ ದಿ ವ ' ಳ ' ಗ ' ಡ ' ದ ' ಲ್ಲಿ ರ ' ಉ ' ವ ಹೈದ್ಯಾಲ ಲೆ ರಿಗೆ ದೇವಸ್ಥಾನದಲ್ಲಿ ಅಫ ಆ ಆಳೇ ಕಾರ್ಯಕ್ರಮದ ಅಂಗವಾಗಿ ಇದೇ ರವಿವಾರ ಶ್ರೀ ಶ್ರೀ ವಿಜಯ್ ವಲ್ಲಿಕೆ ಜನ ಸೇವೆ ಶ್ರೀಕಣೀಕೆ ಟ್ರಸ್ಟ್ ಸುರಪುರ ಹಾಗೂ ದೇವಸ್ಥಾನ ಸಮಿತಿ ವತಿಯಿಂದ ಉಚಿತ ಆರೋಗ್ಯ ತಪಾಸಣೆ ಹಾಗೂ xyxy=(43,447,208,599)
shaukat-caption-col2: ಗ್ರಾಮೀಣ ಸಮಿತಿ ಅಧ್ಯಕ್ಷರಾದ ಶೌಕತ ಅಲಿ ಆಲೂರು ಅವರಿಗೆ ಪ್ರಶಸ್ತಿ ನೀಡಿ ಗೌರವಿಸಿದರು. ಸೊನ್ನದ ಶ್ರೀ ಸಿದ್ದಲಿಂಗ ಮಹಾಸ್ವಾಮಿಗಳು ಹಾಗೂ ಶಾಸಕರು ಶ್ರೀ ದೊಡ್ಡಪ್ಪಗೌಡ ಪಾಟೀಲ ನರಿಬೋಳ ಇದ್ದರು. "ಬಸವ ಚೇತನ" ಪ್ರಶಸ್ತಿ ಪ್ರದಾನ xyxy=(1135,2177,1302,2287)
turban-icon xyxy=(1136,1917,1218,1969)
shawl-icon xyxy=(657,896,717,1022)
canal-body-col1: ಸುರಪುರ :ಫೆ.7:ಕೃಷ್ಣಾ ಭಾಗ್ಯ ಜಲ ನಿಗಮದ ಮುಖ್ಯ ಕಾಲುವೆ ಎಸ್.ಬಿ.ಸಿ 6, ಲ್ಯಾಟರಲ್ 12, ಹಸನಾಪುರದಿಂದ ವಣಿಕಿಹಾಳ ಸೀಮೆಯವರೆಗೆ ಸುಮಾರು 6 ಕಿ.ಲೋ ಮೀಟರ್ ವರೆಗೆ ಕಾಲುವೆ ಅತಿಕ್ರಮಣ ಮಾಡಿಕೊಂಡವರಿಗೆ ನೋಟಿಸ್ ಕೊಡಲಾಯಿತು ಕೃಷ್ಣಾ ಭಾಗ್ಯ ಜಲ ನಿಗಮದ ಹಸನಾಪುರದ ಉಪ ವಿಭಾಗ ಸಂಖ್ಯೆ 10ರ ಸಹಾಯಕ ಕಾರ್ಯನಿರ್ವಾಹಕ ಅಭಿಯಂತರರಾದ ದೀಪಾ ಅವರು ಮಾಹಿತಿ ನೀಡಿ, ಕೃಷ್ಣಾ ಭಾಗ್ಯ xyxy=(415,431,567,661)
lightgray-dot-icon xyxy=(1445,2366,1462,2383)
ayurveda-body-right: ಹಲವು ಕಾಯಿಲೆಗಳಿಗೆ ಉಚಿತ ಆಯುರ್ವೇದ ಔಷಧಿಯ ವಿತರಣೆ ಕಾರ್ಯಕ್ರಮ ಹಮ್ಮಿಕೊಳ್ಳಲಾಗಿದೆ ಎಂದು ಟ್ರಸ್ಟ್ ಅಧ್ಯಕ್ಷ ರಾಜು ಚೆನ್ನಪ್ಪ ನಾಯಕ ತಿಳಿಸಿದ್ದಾರೆ. ಈ ಕುರಿತು ಪ್ರಕಟಣೆ ನೀಡಿ, ಡಾ.ಶಫೀಕ್ ಅಹಮದ ಇವರ ನೇತೃತ್ವದಲ್ಲಿ ಶಿಬಿರ ಹಮ್ಮಿಕೊಂಡಿದ್ದು ಸುರಪುರ ಅರಸು ಮನೆತನದ ರಾಜಾ ಕೃಷ್ಣಪ್ಪ ನಾಯಕ, ಶಾಸಕ ರಾಜಾ ವೇಣುಗೋಪಾಲ ನಾಯಕ ನೇರವರಿಂದ ಹಲವು ಪೂಜ್ಯರು ಮತ್ತು ಗಣ್ಯರು ಕಾರ್ಯಕ್ರಮದಲ್ಲಿ ಭಾಗವಹಿಸಲಿದ್ದು, ಮೂಲವ್ಯಾಧಿ, ದೃಷ್ಟಿ ದೋಷ, ನಾಡಿಶೂಲ, ಬಿಳಿ ಮುಟ್ಟು, ರಕ್ತದೊತ್ತಡ, ತೂಕ ಇಳಿಕೆ, ಹಲ್ಲು ನೋವು, ಕರೆ ಬಂಗು, ಸಕ್ಕರೆ ಹುಣ್ಣು ಮುಂತಾದ ಕಾಯಿಲೆಗಳಿಗೆ ಉಚಿತ ಆಯುರ್ವೇದ ಔಷಧಿ ವಿತರಣೆ ಮಾಡಲಾಗುತ್ತಿದ್ದು ಸಾರ್ವಜನಿಕರು ಈ ಶಿಬಿರದ ಸದುಪಯೋಗ ಮಾಡಿಕೊಳ್ಳುವಂತೆ ತಿಳಿಸಿದ್ದಾರೆ. xyxy=(216,196,391,563)
magenta-dot-icon xyxy=(1368,2366,1385,2383)
turban-icon xyxy=(1270,1925,1351,1977)
certificate-icon xyxy=(1196,2014,1262,2095)
portrait-face-icon xyxy=(273,775,345,861)
vijnana-body-tail xyxy=(226,971,391,1066)
cmyk-marks-right xyxy=(1349,2366,1482,2386)
vijnana-body: ಮುದ್ದೇಬಿಹಾಳ :ಫೆ.7: ಕರ್ನಾಟಕ ರಾಜ್ಯ ವಿಜ್ಞಾನ ಸಮಿತಿ ವಿಜಯಪುರ ಜಿಲ್ಲಾ ಘಟಕದಿಂದ ಕೊಡಮಾಡುವ ರಾಜ್ಯಮಟ್ಟದ ಸಾವಿತ್ರಿಬಾಯಿ ಫುಲೆ ಪ್ರಶಸ್ತಿಗೆ ತಾಲ್ಲೂಕಿನ ಕೋಳೂರು ಸರ್ಕಾರಿ ಪ್ರೌಢಶಾಲೆಯ ವಿಜ್ಞಾನ ಶಿಕ್ಷಕಿ ಸಂಧ್ಯಾ ಕಾಂಬಳೆ ಅವರನ್ನು ಆಯ್ಕೆ ಮಾಡಲಾಗಿದೆ. ಶಿಕ್ಷಣ ಕ್ಷೇತ್ರದಲ್ಲಿ ಸಂಧ್ಯಾ ಅವರು ಸಲ್ಲಿಸಿದ ಸಮಾಜಮುಖಿ ಸೇವೆ ಪರಿಗಣಿಸಿ ಈ ಪ್ರಶಸ್ತಿಗೆ ಆಯ್ಕೆಮಾಡಲಾಗಿದೆ. ಫೆ.9ರಂದು ವಿಜಯಪುರದ ಜಿಲ್ಲೆ ಶಿಕ್ಷಣ ಅಧಿಕಾರಿಗಳ ಕಾರ್ಯಾಲಯದ ಸಭಾಂಗಣದಲ್ಲಿ ಕಾರ್ಯಕ್ರಮ ನಡೆಯಲಿದ್ದು ಪ್ರಶಸ್ತಿ ಪ್ರದಾನ ಮಾಡಲಾಗುವುದು ಎಂದು ಸಮಿತಿ ಜಿಲ್ಲಾ ಘಟಕದ ಅಧ್ಯಕ್ಷರು ತಿಳಿಸಿದ್ದಾರೆ. xyxy=(43,744,217,1032)
black-dot-icon xyxy=(104,2366,120,2383)
banner-icon xyxy=(958,1791,1480,1925)
janasnehi-photo xyxy=(958,263,1480,454)
masthead-right-city: ಕಲಬುರಗಿ xyxy=(1364,93,1416,112)
flex-body-col2: ಬೀದಿ ದೀಪಗಳು ಕೆಟ್ಟು ನಿಂತಿದ್ದು ಅವುಗಳ ದುರಸ್ತಿ ಕಾರ್ಯ ಕೈಗೊಳ್ಳಬೇಕು ಹಾಗೂ ಬೀದಿ ದೀಪಗಳಿಗೆ ಬ್ಯಾನರ ಫ್ಲೆಕ್ಸ್ ಹಾಕುತ್ತಿದ್ದು ಬ್ಯಾನರ ಹಚ್ಚುವುದರಿಂದ ಬೀದಿ ದೀಪಗಳ ಕಾಣುತ್ತಿಲ್ಲ ಮೇಲಿಂದ ಕೆಳಗೆ ಬಿದ್ದು ಅಪಘಾತ ಸಂಭವಿಸುವ ಸಾಧ್ಯತೆ ಇದೆ. ಕೂಡಲೇ ಇವುಗಳನ್ನು ತೆರವುಗೊಳಿಸಬೇಕೆಂದು ವಾಹನ ಸವಾರರಿಗೆ ತೊಂದರೆಯಾಗುತ್ತಿದ್ದು ಬೀದಿ ದೀಪಗಳಿಗೆ ಬ್ಯಾನರ ಹಾಕದಂತೆ ಕ್ರಮ ಕೈಗೊಳ್ಳಬೇಕೆಂದು ಒತ್ತಾಯಿಸಿದರು. ಪಟ್ಟಣದ ಎಪಿಎಂಸಿ ವೃತ್ತದಲ್ಲಿ ನಿರ್ಮಾಣಗೊಳ್ಳುತ್ತಿರುವ ಮಹಾದ್ವಾರ ಕಾಮಗಾರಿ ಶೀಘ್ರವೇ ಪೂರ್ಣಗೊಳಿಸಬೇಕೆಂದು ಆಗ್ರಹಿಸಲಾಗಿದೆ. xyxy=(589,1550,754,1839)
portrait-shirt-icon xyxy=(59,328,193,437)
logo-text: ಸಂಜೆ ವಾಣಿ xyxy=(706,87,829,125)
bhajana-kicker: ನಂಜನಗೂಡು ಮಠದಲ್ಲಿ ಫೆ.9ರಂದು ತಾರತಮ್ಯೋತ್ಸವ xyxy=(91,1068,342,1086)
vdia-body-col1: ಸಂಜೆವಾಣಿ ವಾರ್ತೆ ವಿಜಯಪುರ,ಫೆ.7:ವಿಜಯಪುರ ನಗರಾಭಿವೃದ್ಧಿ ಪ್ರಾಧಿಕಾರದ ನೂತನ ಅಧ್ಯಕ್ಷರಾಗಿ ಡಾ.ಗಂಗಾಧರ ಸಂಬಣ್ಣಿ ಅವರು ಶುಕ್ರವಾರ ನಗರಾಭಿವೃದ್ಧಿ ಪ್ರಾಧಿಕಾರ ಕಚೇರಿಯಲ್ಲಿ ಅಧಿಕಾರ ಸ್ವೀಕರಿಸಿದರು. ಈ ಸಂದರ್ಭದಲ್ಲಿ ವಿಧಾನಪರಿಷತ್ xyxy=(415,1034,580,1186)
shaukat-photo xyxy=(958,1790,1480,2170)
